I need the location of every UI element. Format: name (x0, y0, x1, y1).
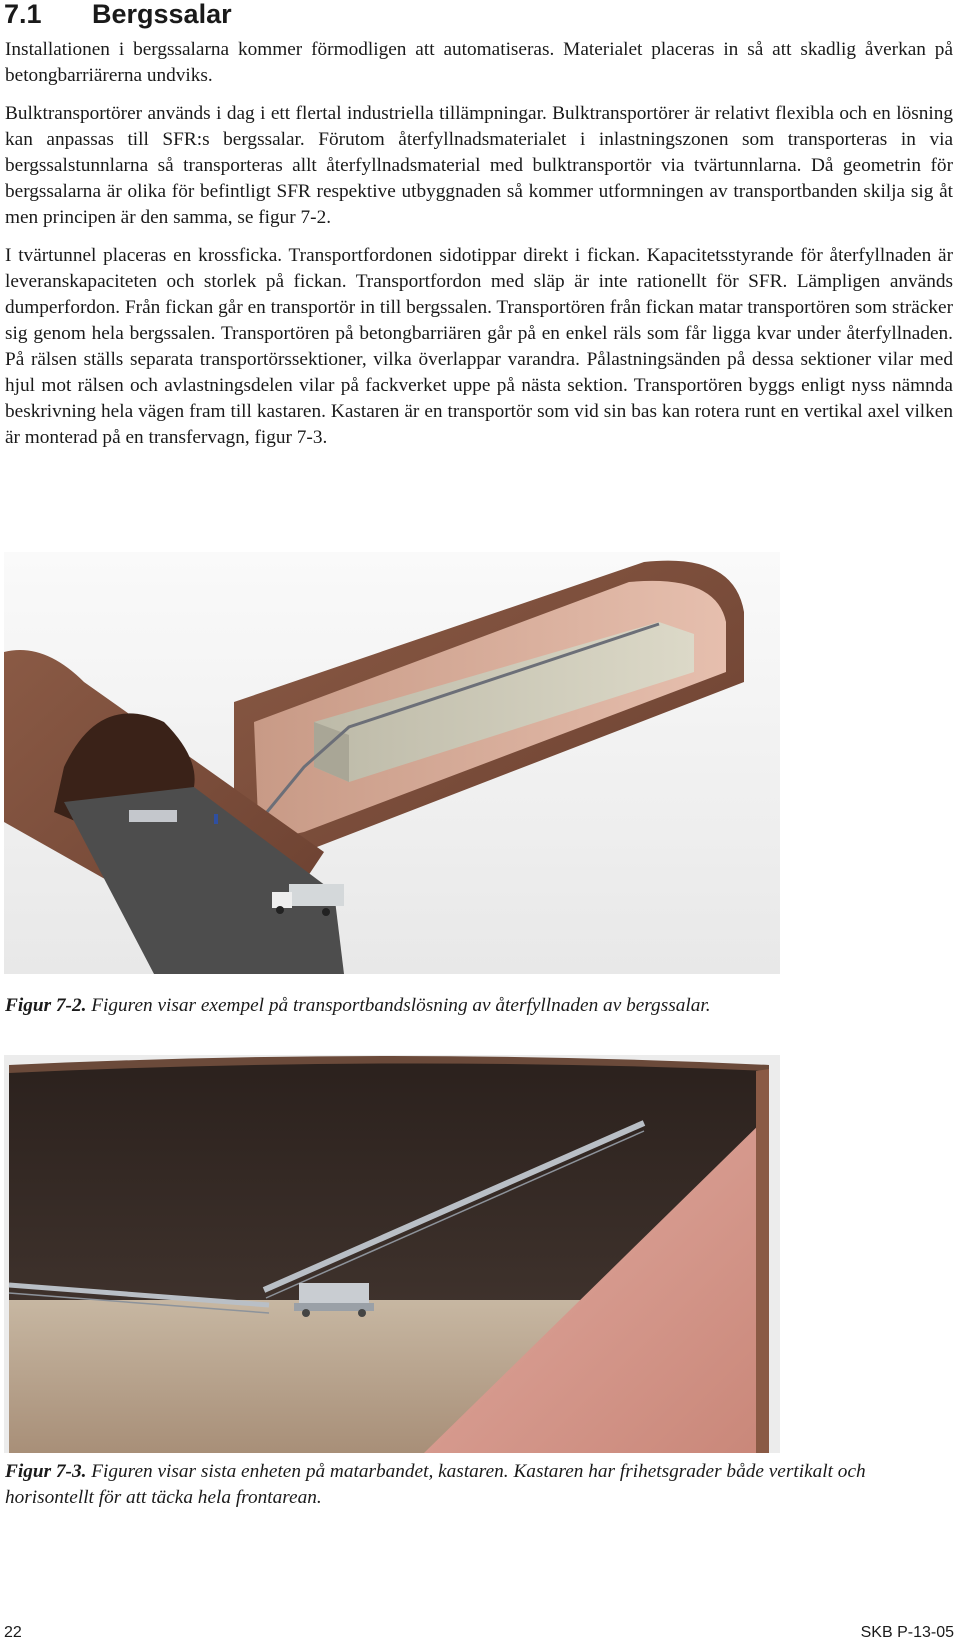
figure-7-3-caption (5, 1459, 955, 1511)
section-title: Bergssalar (92, 0, 232, 29)
section-number: 7.1 (4, 0, 42, 29)
figure-7-2-caption (5, 993, 955, 1019)
figure-7-3-image (4, 1055, 780, 1453)
cavern-conveyor-illustration (4, 552, 780, 974)
paragraph-3: I tvärtunnel placeras en krossficka. Transportfordonen sidotippar direkt i fickan. Kapacitetsstyrande för återfyllnaden är leveranskapaciteten och storlek på fickan. Transportfordon med släp är inte rationellt för SFR. Lämpligen används dumperfordon. Från fickan går en transportör in till bergssalen. Transportören från fickan matar transportören som sträcker sig genom hela bergssalen. Transportören på betongbarriären går på en enkel räls som får ligga kvar under återfyllnaden. På rälsen ställs separata transportörssektioner, vilka överlappar varandra. Pålastningsänden på dessa sektioner vilar med hjul mot rälsen och avlastningsdelen vilar på fackverket uppe på nästa sektion. Transportören byggs enligt nyss nämnda beskrivning hela vägen fram till kastaren. Kastaren är en transportör som vid sin bas kan rotera runt en vertikal axel vilken är monterad på en transfervagn, figur 7-3. (5, 245, 953, 448)
hopper-icon (129, 810, 177, 822)
figure-7-2-image (4, 552, 780, 974)
section-heading (4, 0, 232, 30)
document-id: SKB P-13-05 (860, 1624, 954, 1641)
page-footer (0, 1624, 960, 1648)
thrower-illustration (4, 1055, 780, 1453)
figure-7-2-text: Figuren visar exempel på transportbandslösning av återfyllnaden av bergssalar. (91, 995, 711, 1016)
paragraph-2: Bulktransportörer används i dag i ett flertal industriella tillämpningar. Bulktransportörer är relativt flexibla och en lösning kan anpassas till SFR:s bergssalar. Förutom återfyllnadsmaterialet i inlastningszonen som transporteras in via bergssalstunnlarna så transporteras allt återfyllnadsmaterial med bulktransportör via tvärtunnlarna. Då geometrin för bergssalarna är olika för befintligt SFR respektive utbyggnaden så kommer utformningen av transportbanden skilja sig åt men principen är den samma, se figur 7-2. (5, 103, 953, 228)
figure-7-3-text: Figuren visar sista enheten på matarbandet, kastaren. Kastaren har frihetsgrader både vertikalt och horisontellt för att täcka hela frontarean. (5, 1461, 866, 1508)
person-icon (214, 814, 218, 824)
figure-7-3-label: Figur 7-3. (5, 1461, 87, 1482)
body-text (5, 37, 953, 463)
figure-7-2-label: Figur 7-2. (5, 995, 87, 1016)
paragraph-1: Installationen i bergssalarna kommer förmodligen att automatiseras. Materialet placeras in så att skadlig åverkan på betongbarriärerna undviks. (5, 39, 953, 86)
page-number: 22 (4, 1624, 22, 1641)
